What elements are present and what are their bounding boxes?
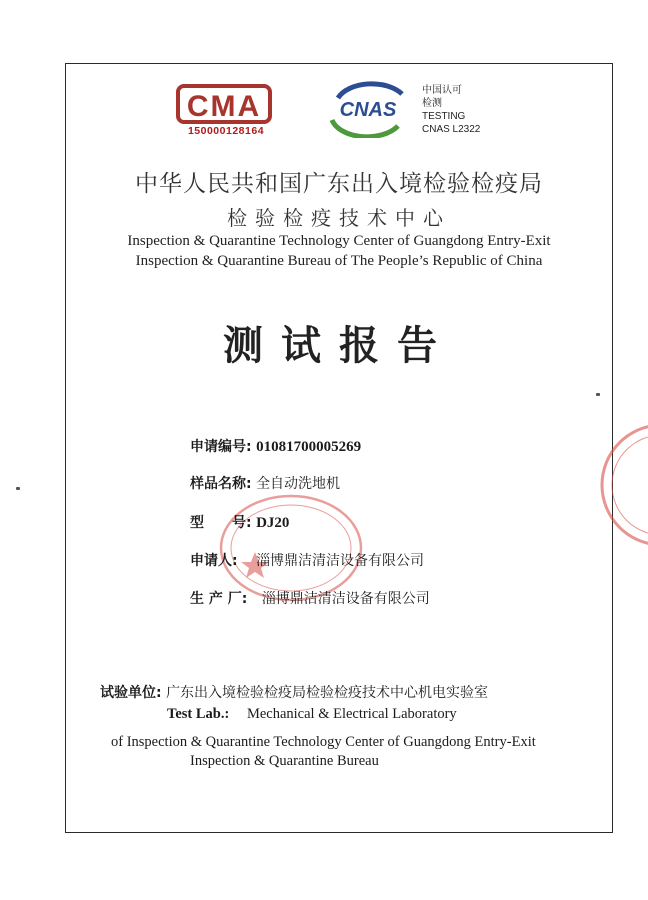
field-sample-name — [190, 473, 340, 493]
field-applicant — [190, 550, 424, 570]
report-title: 测试报告 — [223, 323, 455, 369]
test-lab-value-en1: Mechanical & Electrical Laboratory — [246, 706, 457, 722]
organization-name-en-line1: Inspection & Quarantine Technology Center of Guangdong Entry-Exit — [127, 233, 551, 249]
cnas-line: 中国认可 — [422, 85, 462, 96]
organization-name-en-line2: Inspection & Quarantine Bureau of The People’s Republic of China — [135, 253, 543, 269]
field-value: 全自动洗地机 — [256, 476, 341, 492]
center-name-cn: 检验检疫技术中心 — [227, 206, 451, 230]
cnas-accreditation-text — [422, 84, 480, 136]
test-lab-label-en: Test Lab.: — [167, 706, 230, 722]
field-label: 申请编号: — [190, 439, 252, 455]
partial-seal-right — [598, 420, 648, 550]
field-label: 申请人: — [190, 553, 238, 569]
cnas-logo-text: CNAS — [339, 99, 397, 121]
field-label: 型 号: — [190, 515, 252, 531]
scan-speck — [596, 393, 600, 396]
cnas-logo — [318, 80, 418, 138]
cma-number: 150000128164 — [187, 125, 265, 137]
field-value: DJ20 — [256, 515, 290, 531]
field-application-number — [190, 436, 361, 456]
cnas-line: CNAS L2322 — [422, 124, 481, 135]
organization-name-cn: 中华人民共和国广东出入境检验检疫局 — [135, 171, 543, 197]
test-lab-value-en2: of Inspection & Quarantine Technology Center of Guangdong Entry-Exit — [111, 734, 536, 750]
test-lab-value-en3: Inspection & Quarantine Bureau — [190, 753, 379, 769]
test-lab-value-cn: 广东出入境检验检疫局检验检疫技术中心机电实验室 — [166, 685, 489, 701]
cma-logo-text: CMA — [186, 90, 262, 123]
field-value: 淄博鼎洁清洁设备有限公司 — [256, 553, 425, 569]
test-lab-en — [167, 706, 457, 723]
field-manufacturer — [190, 588, 430, 608]
field-value: 01081700005269 — [256, 439, 362, 455]
field-label: 生 产 厂: — [190, 591, 248, 607]
test-lab-cn — [100, 682, 488, 702]
cnas-line: TESTING — [422, 111, 466, 122]
test-lab-label-cn: 试验单位: — [100, 685, 162, 701]
field-value: 淄博鼎洁清洁设备有限公司 — [261, 591, 430, 607]
cnas-line: 检测 — [422, 98, 442, 109]
scan-speck — [16, 487, 20, 490]
field-model — [190, 512, 289, 532]
field-label: 样品名称: — [190, 476, 252, 492]
